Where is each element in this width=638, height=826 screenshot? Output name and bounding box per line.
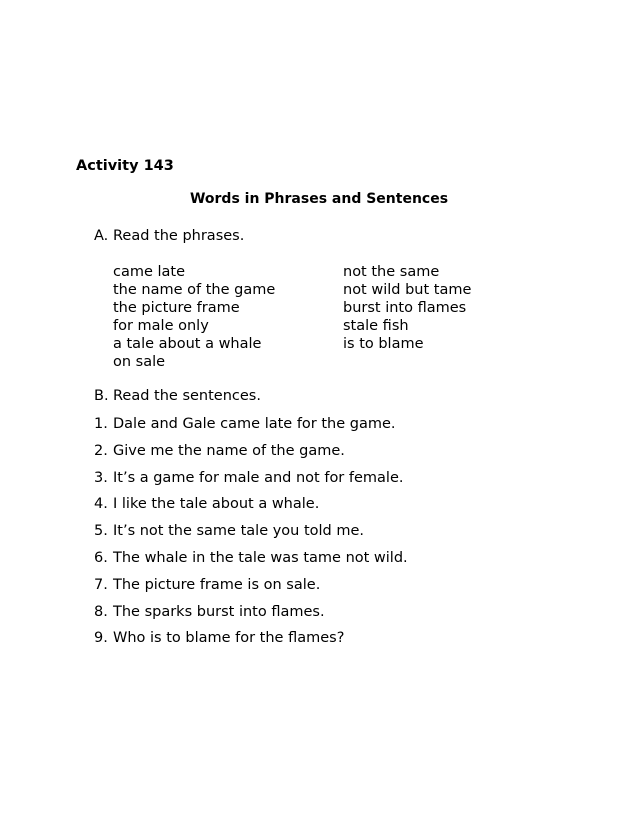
- phrase-item: not wild but tame: [343, 282, 472, 298]
- phrase-column-right: [343, 263, 471, 353]
- sentence-text: The sparks burst into flames.: [113, 603, 325, 620]
- section-b-instruction: Read the sentences.: [113, 388, 261, 404]
- sentence-text: It’s a game for male and not for female.: [113, 469, 404, 486]
- sentence-number: 1.: [94, 416, 108, 432]
- worksheet-subtitle: [0, 191, 638, 207]
- sentence-text: Who is to blame for the flames?: [113, 630, 345, 647]
- phrase-item: not the same: [343, 264, 440, 280]
- sentence-text: Dale and Gale came late for the game.: [113, 416, 396, 432]
- sentence-number: 2.: [94, 442, 108, 459]
- phrase-item: came late: [113, 264, 186, 280]
- activity-title: Activity 143: [76, 158, 174, 174]
- sentence-item: [94, 415, 408, 442]
- sentence-text: The picture frame is on sale.: [113, 576, 321, 593]
- section-a-marker: A.: [94, 228, 109, 244]
- section-a-instruction: Read the phrases.: [113, 228, 245, 244]
- sentence-item: [94, 549, 408, 576]
- sentence-number: 6.: [94, 549, 108, 566]
- subtitle-text: Words in Phrases and Sentences: [189, 191, 449, 207]
- sentence-number: 8.: [94, 603, 108, 620]
- sentence-number: 3.: [94, 469, 108, 486]
- sentence-item: [94, 522, 408, 549]
- section-b-marker: B.: [94, 388, 109, 404]
- phrase-item: the name of the game: [113, 282, 276, 298]
- sentence-text: The whale in the tale was tame not wild.: [113, 549, 408, 566]
- sentence-text: Give me the name of the game.: [113, 442, 345, 459]
- section-a-heading: [94, 228, 244, 244]
- phrase-item: a tale about a whale: [113, 336, 262, 352]
- sentence-number: 4.: [94, 496, 108, 513]
- phrase-item: the picture frame: [113, 300, 240, 316]
- sentence-item: [94, 576, 408, 603]
- phrase-item: burst into flames: [343, 300, 467, 316]
- sentence-item: [94, 442, 408, 469]
- phrase-column-left: [113, 263, 275, 371]
- sentence-item: [94, 603, 408, 630]
- sentence-list: [94, 415, 408, 656]
- sentence-text: It’s not the same tale you told me.: [113, 523, 365, 540]
- sentence-number: 9.: [94, 630, 108, 647]
- phrase-item: is to blame: [343, 336, 424, 352]
- sentence-number: 5.: [94, 523, 108, 540]
- sentence-number: 7.: [94, 576, 108, 593]
- sentence-item: [94, 469, 408, 496]
- sentence-item: [94, 495, 408, 522]
- phrase-item: on sale: [113, 354, 166, 370]
- section-b-heading: [94, 388, 261, 404]
- sentence-item: [94, 629, 408, 656]
- sentence-text: I like the tale about a whale.: [113, 496, 320, 513]
- phrase-item: stale fish: [343, 318, 409, 334]
- phrase-item: for male only: [113, 318, 209, 334]
